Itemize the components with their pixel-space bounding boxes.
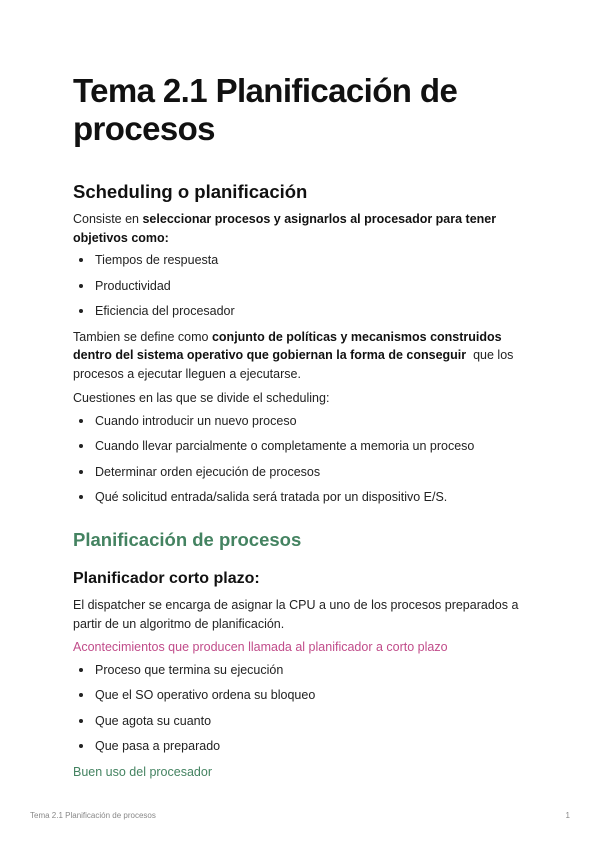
list-item — [73, 661, 533, 679]
closing-note: Buen uso del procesador — [73, 764, 212, 779]
bullet-icon — [79, 470, 83, 474]
list-item-text: Proceso que termina su ejecución — [95, 662, 284, 677]
bullet-icon — [79, 668, 83, 672]
questions-list — [73, 412, 533, 507]
bullet-icon — [79, 419, 83, 423]
list-item-text: Que agota su cuanto — [95, 713, 212, 728]
footer-page-number: 1 — [565, 811, 570, 820]
definition-bold: conjunto de políticas y mecanismos construidos dentro del sistema operativo que gobiernan la forma de conseguir — [73, 329, 502, 362]
events-heading: Acontecimientos que producen llamada al planificador a corto plazo — [73, 640, 448, 654]
subheading-corto-plazo: Planificador corto plazo: — [73, 570, 260, 587]
list-item-text: Determinar orden ejecución de procesos — [95, 464, 321, 479]
definition-suffix: que los procesos a ejecutar lleguen a ejecutarse. — [73, 348, 517, 381]
list-item-text: Productividad — [95, 278, 171, 293]
bullet-icon — [79, 309, 83, 313]
bullet-icon — [79, 495, 83, 499]
list-item-text: Que pasa a preparado — [95, 739, 221, 753]
list-item — [73, 437, 533, 455]
page-footer — [30, 811, 570, 820]
bullet-icon — [79, 444, 83, 448]
dispatcher-paragraph: El dispatcher se encarga de asignar la CPU a uno de los procesos preparados a partir de un algoritmo de planificación. — [73, 598, 519, 631]
definition-prefix: Tambien se define como — [73, 329, 212, 344]
list-item-text: Cuando llevar parcialmente o completamente a memoria un proceso — [95, 439, 475, 453]
objectives-list — [73, 251, 533, 320]
list-item-text: Qué solicitud entrada/salida será tratada por un dispositivo E/S. — [95, 490, 448, 504]
definition-paragraph — [73, 328, 533, 384]
list-item — [73, 737, 533, 755]
intro-prefix: Consiste en — [73, 212, 143, 226]
list-item — [73, 251, 533, 269]
list-item — [73, 277, 533, 295]
bullet-icon — [79, 693, 83, 697]
list-item-text: Cuando introducir un nuevo proceso — [95, 413, 297, 428]
document-content — [73, 72, 533, 781]
bullet-icon — [79, 258, 83, 262]
list-item — [73, 463, 533, 481]
footer-title: Tema 2.1 Planificación de procesos — [30, 811, 156, 820]
list-item — [73, 302, 533, 320]
list-item — [73, 412, 533, 430]
list-item — [73, 686, 533, 704]
questions-intro: Cuestiones en las que se divide el scheduling: — [73, 391, 330, 405]
bullet-icon — [79, 719, 83, 723]
list-item — [73, 488, 533, 506]
bullet-icon — [79, 284, 83, 288]
intro-bold: seleccionar procesos y asignarlos al procesador para tener objetivos como: — [73, 212, 497, 245]
list-item-text: Tiempos de respuesta — [95, 253, 219, 267]
section-heading-planificacion: Planificación de procesos — [73, 529, 302, 550]
list-item-text: Eficiencia del procesador — [95, 304, 235, 318]
events-list — [73, 661, 533, 756]
list-item — [73, 712, 533, 730]
page-title: Tema 2.1 Planificación de procesos — [73, 72, 458, 147]
list-item-text: Que el SO operativo ordena su bloqueo — [95, 688, 316, 702]
intro-paragraph — [73, 210, 533, 247]
section-heading-scheduling: Scheduling o planificación — [73, 181, 308, 202]
bullet-icon — [79, 744, 83, 748]
